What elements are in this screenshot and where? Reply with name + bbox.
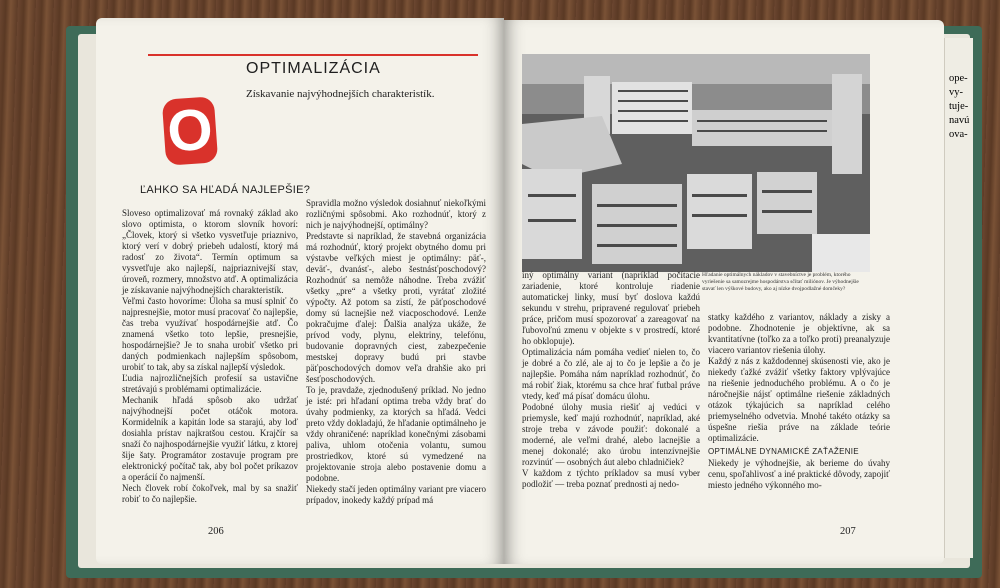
left-column-1	[122, 208, 298, 505]
paragraph: Podobné úlohy musia riešiť aj vedúci v priemysle, keď majú rozhodnúť, napríklad, aké stroje treba v závode použiť: dokonalé a moderné, ale veľmi drahé, alebo lacnejšie a menej dokonalé; ako úrobu intenzívnejšie rozvinúť — osobných áut alebo chladničiek?	[522, 402, 700, 467]
paragraph: Ľudia najrozličnejších profesií sa ustavične stretávajú s problémami optimalizácie.	[122, 373, 298, 394]
edge-text: tuje-	[949, 101, 969, 112]
building-estate-photo	[522, 54, 870, 272]
chapter-subtitle: Získavanie najvýhodnejších charakteristík.	[246, 88, 435, 100]
paragraph: Predstavte si napríklad, že stavebná organizácia má rozhodnúť, ktorý projekt obytného domu pri výstavbe veľkých miest je optimálny: päť-, deväť-, dvanásť-, alebo šestnásťposchodový? Rozhodnúť sa nemôže náhodne. Treba zvážiť všetky „pre“ a všetky proti, vyrátať zložité výpočty. Až potom sa zistí, že päťposchodové domy sú lacnejšie než viacposchodové. Lenže pokračujme ďalej: Ďalšia analýza ukáže, že prívod vody, plynu, elektriny, telefónu, budovanie dopravných ciest, zabezpečenie mestskej dopravy budú pri stavbe päťposchodových domov veľa drahšie ako pri šesťposchodových.	[306, 231, 486, 384]
paragraph: Mechanik hľadá spôsob ako udržať najvýhodnejší počet otáčok motora. Kormidelník a kapitán lode sa starajú, aby loď dosiahla prístav najkratšou cestou. Krajčír sa snaží čo najhospodárnejšie využiť látku, z ktorej šije šaty. Programátor zostavuje program pre elektronický počítač tak, aby bol počet príkazov a operácií čo najmenší.	[122, 395, 298, 482]
left-column-2	[306, 198, 486, 506]
right-column-2	[708, 312, 890, 491]
chapter-title: OPTIMALIZÁCIA	[246, 60, 381, 77]
edge-text: ova-	[949, 129, 968, 140]
paragraph: V každom z týchto príkladov sa musí vyber podložiť — treba poznať prednosti aj nedo-	[522, 468, 700, 489]
paragraph: Spravidla možno výsledok dosiahnuť niekoľkými rozličnými spôsobmi. Ako rozhodnúť, ktorý z nich je najvýhodnejší, optimálny?	[306, 198, 486, 230]
subsection-heading: OPTIMÁLNE DYNAMICKÉ ZAŤAŽENIE	[708, 447, 859, 456]
paragraph: Optimalizácia nám pomáha vedieť nielen to, čo je dobré a čo zlé, ale aj to čo je lepšie a čo je najlepšie. Pomáha nám napríklad rozhodnúť, čo má robiť žiak, ktorému sa chce hrať futbal práve vtedy, keď má písať domácu úlohu.	[522, 347, 700, 401]
page-number: 206	[208, 526, 224, 537]
paragraph: Niekedy je výhodnejšie, ak berieme do úvahy cenu, spoľahlivosť a iné praktické dôvody, zapojiť miesto jedného výkonného mo-	[708, 458, 890, 490]
left-page	[96, 18, 504, 564]
paragraph: Niekedy stačí jeden optimálny variant pre viacero prípadov, inokedy každý prípad má	[306, 484, 486, 505]
paragraph: Nech človek robí čokoľvek, mal by sa snažiť robiť to čo najlepšie.	[122, 483, 298, 504]
photo-caption: Hľadanie optimálnych nákladov v stavebníctve je problém, ktorého vyriešenie sa samozrejme hospodárstva sčítať miliónov. Je výhodnejšie stavať len výškové budovy, ako aj nízke dvojpodlažné domčeky?	[702, 272, 859, 292]
edge-text: vy-	[949, 87, 963, 98]
page-number: 207	[840, 526, 856, 537]
drop-letter: O	[162, 96, 218, 165]
section-heading: ĽAHKO SA HĽADÁ NAJLEPŠIE?	[140, 184, 311, 196]
edge-text: ope-	[949, 73, 968, 84]
paragraph: Každý z nás z každodennej skúsenosti vie, ako je niekedy ťažké zvážiť všetky faktory vplývajúce na riešenie jednoduchého problému. A o čo je náročnejšie nájsť optimálne riešenie základných otázok týkajúcich sa napríklad celého priemyselného odvetvia. Mnohé takéto otázky sa úspešne riešia práve na základe teórie optimalizácie.	[708, 356, 890, 443]
edge-text: navú	[949, 115, 970, 126]
paragraph: To je, pravdaže, zjednodušený príklad. No jedno je isté: pri hľadaní optima treba vždy brať do úvahy podmienky, za ktorých sa hľadá. Vedci preto vždy dokladajú, že hľadanie optimálneho je vždy ohraničené: napríklad konečnými zásobami paliva, uhlom otočenia volantu, sumou prostriedkov, ktoré sú vymedzené na projektovanie stroja alebo postavenie domu a podobne.	[306, 385, 486, 483]
photo-illustration	[522, 54, 870, 272]
paragraph: Sloveso optimalizovať má rovnaký základ ako slovo optimista, o ktorom slovník hovorí: „Človek, ktorý si všetko vysvetľuje priaznivo, ktorý verí v dobrý priebeh udalostí, ktorý má radosť zo života“. Termín optimum sa vysvetľuje ako najlepší, najpriaznivejší stav, úroveň, rozmery, množstvo atď. A optimalizácia je získavanie najvýhodnejších charakteristík.	[122, 208, 298, 295]
next-page-edge	[944, 38, 973, 558]
paragraph: Veľmi často hovoríme: Úloha sa musí splniť čo najpresnejšie, motor musí pracovať čo najlepšie, čas treba využívať hospodárnejšie atď. Čo znamená všetko toto lepšie, presnejšie, hospodárnejšie? Je to snaha urobiť všetko pri daných podmienkach najlepším spôsobom, urobiť to tak, aby sa získal najlepší výsledok.	[122, 296, 298, 372]
paragraph: statky každého z variantov, náklady a zisky a podobne. Zhodnotenie je objektívne, ak sa kvantitatívne (toľko za a toľko proti) preanalyzuje viacero variantov riešenia úlohy.	[708, 312, 890, 355]
right-column-1	[522, 270, 700, 490]
title-rule	[148, 54, 478, 56]
paragraph: iný optimálny variant (napríklad počítacie zariadenie, ktoré kontroluje riadenie automatickej linky, musí byť doslova každú sekundu v strehu, pripravené regulovať priebeh práce, pričom musí spozorovať a zareagovať na ľubovoľnú zmenu v objekte s v prostredí, ktoré ho obklopuje).	[522, 270, 700, 346]
right-page	[504, 20, 944, 564]
